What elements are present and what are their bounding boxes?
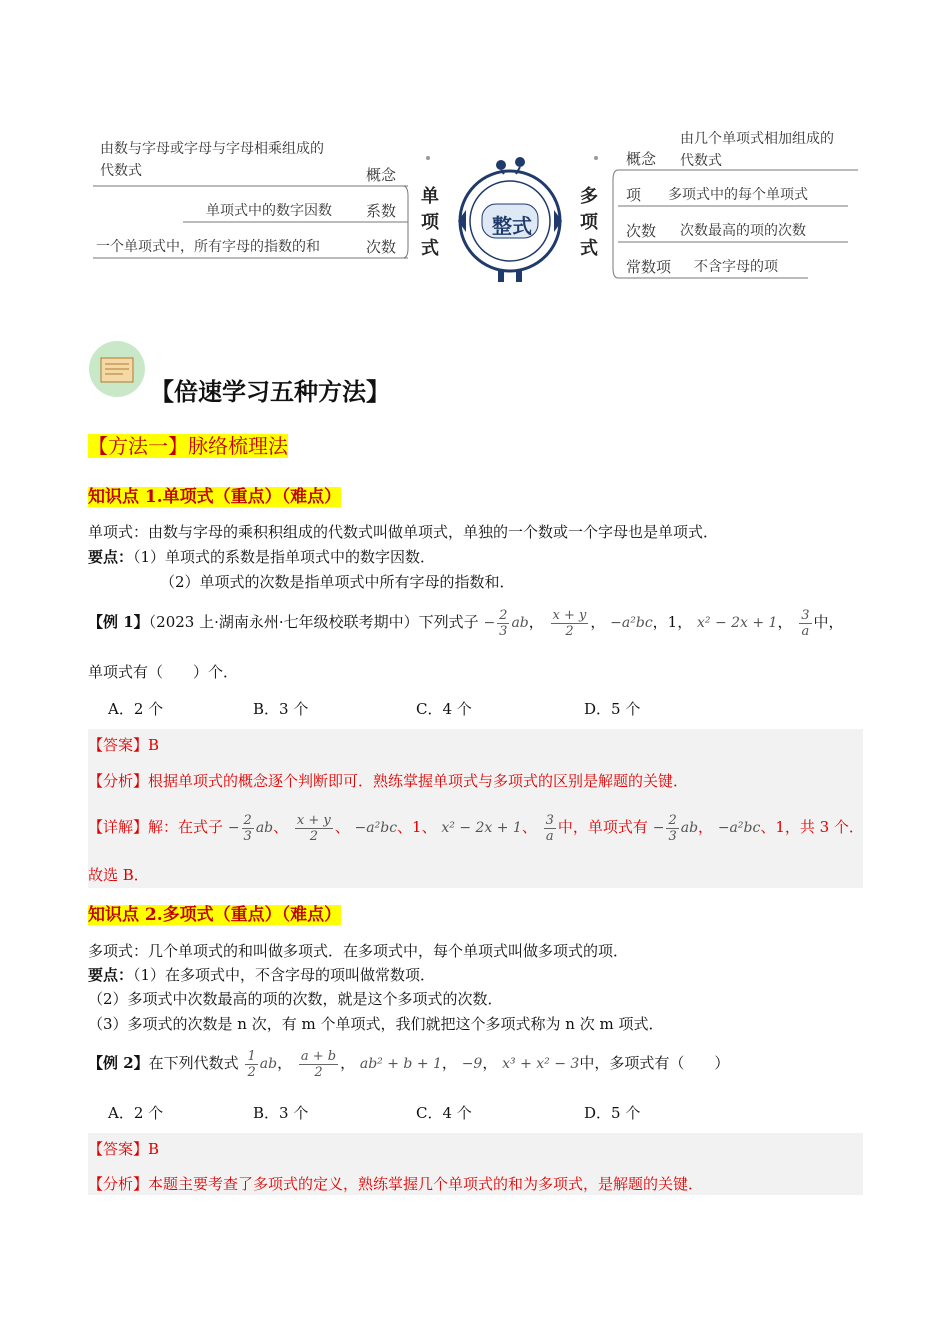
expr-neg-a2bc: −a²bc [610,615,653,631]
kp2-definition: 多项式：几个单项式的和叫做多项式．在多项式中，每个单项式叫做多项式的项． [88,942,629,960]
kp1-definition: 单项式：由数与字母的乘积积组成的代数式叫做单项式，单独的一个数或一个字母也是单项式． [88,523,719,541]
ex1-option-d: D．5 个 [584,700,641,718]
center-title: 整式 [492,214,532,238]
ex1-source: （2023 上·湖南永州·七年级校联考期中）下列式子 [148,613,479,631]
kp1-title-text: 知识点 1.单项式（重点）（难点） [88,487,342,507]
detail-expr-neg-2-3-ab: − $\frac{2}{3}$ ab [227,812,274,844]
ex2-analysis-label: 【分析】 [88,1175,149,1193]
ex1-option-c: C．4 个 [416,700,472,718]
kp2-point3: （3）多项式的次数是 n 次，有 m 个单项式，我们就把这个多项式称为 n 次 m 项式． [88,1015,664,1033]
detail-expr-x2-2x-1: x² − 2x + 1 [441,820,522,836]
right-degree-desc: 次数最高的项的次数 [680,223,806,239]
expr-neg-9: −9 [461,1056,483,1072]
kp1-key-label: 要点： [88,548,134,566]
right-constant-desc: 不含字母的项 [694,259,778,275]
expr-x3-x2-3: x³ + x² − 3 [502,1056,580,1072]
ex1-answer-box [88,729,863,888]
ex2-option-a: A．2 个 [108,1104,164,1122]
method-text: 【方法一】脉络梳理法 [88,434,288,458]
ex1-analysis-text: 根据单项式的概念逐个判断即可．熟练掌握单项式与多项式的区别是解题的关键． [148,772,689,790]
ex2-end: 中，多项式有（ ） [579,1054,730,1072]
right-constant-label: 常数项 [626,258,672,276]
right-concept-desc-1: 由几个单项式相加组成的 [680,131,834,147]
left-concept-desc-1: 由数与字母或字母与字母相乘组成的 [100,141,324,157]
kp2-point2: （2）多项式中次数最高的项的次数，就是这个多项式的次数． [88,990,503,1008]
ex2-question: 【例 2】在下列代数式 $\frac{1}{2}$ ab， $\frac{a + b}{2}$ ， ab² + b + 1， −9， x³ + x² − 3中，多项式有（ ） [88,1048,730,1080]
ex1-answer-label: 【答案】 [88,736,149,754]
book-icon [88,340,146,398]
ex2-option-b: B．3 个 [253,1104,309,1122]
ex2-answer-label: 【答案】 [88,1140,149,1158]
ex1-option-a: A．2 个 [108,700,164,718]
expr-3-over-a: $\frac{3}{a}$ [801,607,810,639]
right-concept-desc-2: 代数式 [680,153,722,169]
kp2-point1: （1）在多项式中，不含字母的项叫做常数项． [133,966,436,984]
kp2-title-text: 知识点 2.多项式（重点）（难点） [88,905,342,925]
ex2-answer [88,1138,159,1160]
kp1-point1: （1）单项式的系数是指单项式中的数字因数． [133,548,436,566]
kp2-key-label: 要点： [88,966,134,984]
ex1-label: 【例 1】 [88,613,149,631]
kp1-title [88,482,341,507]
expr-neg-2-3-ab: − $\frac{2}{3}$ ab [483,607,529,639]
left-title: 单项式 [421,186,439,259]
expr-x2-2x-1: x² − 2x + 1 [696,615,778,631]
detail-expr-xy-over-2: $\frac{x + y}{2}$ [296,812,331,844]
left-concept-label: 概念 [366,166,397,184]
left-concept-desc-2: 代数式 [100,163,142,179]
expr-xy-over-2: $\frac{x + y}{2}$ [552,607,587,639]
right-concept-label: 概念 [626,150,657,168]
ex1-conclusion: 故选 B． [88,866,149,884]
detail-result-neg-2-3-ab: − $\frac{2}{3}$ ab [652,812,699,844]
expr-ab-over-2: $\frac{a + b}{2}$ [300,1048,337,1080]
kp2-title [88,900,341,925]
ex1-answer [88,734,159,756]
left-coef-label: 系数 [366,202,397,220]
ex2-option-c: C．4 个 [416,1104,472,1122]
detail-expr-neg-a2bc: −a²bc [354,820,398,836]
section-title: 【倍速学习五种方法】 [150,377,390,406]
left-coef-desc: 单项式中的数字因数 [206,203,332,219]
ex1-detail-mid: 中，单项式有 [557,818,648,836]
right-title: 多项式 [580,186,598,259]
ex2-stem: 在下列代数式 [148,1054,239,1072]
kp2-point1-row [88,964,435,986]
expr-half-ab: $\frac{1}{2}$ ab [247,1048,278,1080]
right-term-label: 项 [626,186,642,204]
method-heading [88,430,288,459]
kp1-point2: （2）单项式的次数是指单项式中所有字母的指数和． [160,573,515,591]
ex2-label: 【例 2】 [88,1054,149,1072]
expr-ab2-b-1: ab² + b + 1 [359,1056,442,1072]
ex1-answer-value: B [148,736,160,754]
ex1-detail-start: 解：在式子 [148,818,224,836]
ex1-option-b: B．3 个 [253,700,309,718]
right-term-desc: 多项式中的每个单项式 [668,187,808,203]
left-degree-desc: 一个单项式中，所有字母的指数的和 [96,239,320,255]
ex2-analysis-text: 本题主要考查了多项式的定义，熟练掌握几个单项式的和为多项式，是解题的关键． [148,1175,704,1193]
ex1-analysis-label: 【分析】 [88,772,149,790]
ex1-detail-label: 【详解】 [88,818,149,836]
ex1-detail: 【详解】解：在式子 − $\frac{2}{3}$ ab、 $\frac{x + y}{2}$ 、 −a²bc、1、 x² − 2x + 1、 $\frac{3}{a}$ 中，单项式有 − $\frac{2}{3}$ ab， −a²bc、1，共 3 个． [88,812,864,844]
ex2-analysis [88,1173,703,1195]
ex2-option-d: D．5 个 [584,1104,641,1122]
left-degree-label: 次数 [366,238,397,256]
right-degree-label: 次数 [626,222,657,240]
ex1-detail-end: 、1，共 3 个． [760,818,864,836]
detail-expr-3-over-a: $\frac{3}{a}$ [545,812,554,844]
ex1-line2: 单项式有（ ）个． [88,663,239,681]
mindmap [88,118,860,290]
ex1-end: 中， [813,613,844,631]
ex1-analysis [88,770,688,792]
detail-result-neg-a2bc: −a²bc [717,820,761,836]
ex2-answer-value: B [148,1140,160,1158]
ex1-question: 【例 1】（2023 上·湖南永州·七年级校联考期中）下列式子 − $\frac{2}{3}$ ab， $\frac{x + y}{2}$ ， −a²bc，1， x² − 2x + 1， $\frac{3}{a}$ 中， [88,607,844,639]
kp1-point1-row [88,546,435,568]
